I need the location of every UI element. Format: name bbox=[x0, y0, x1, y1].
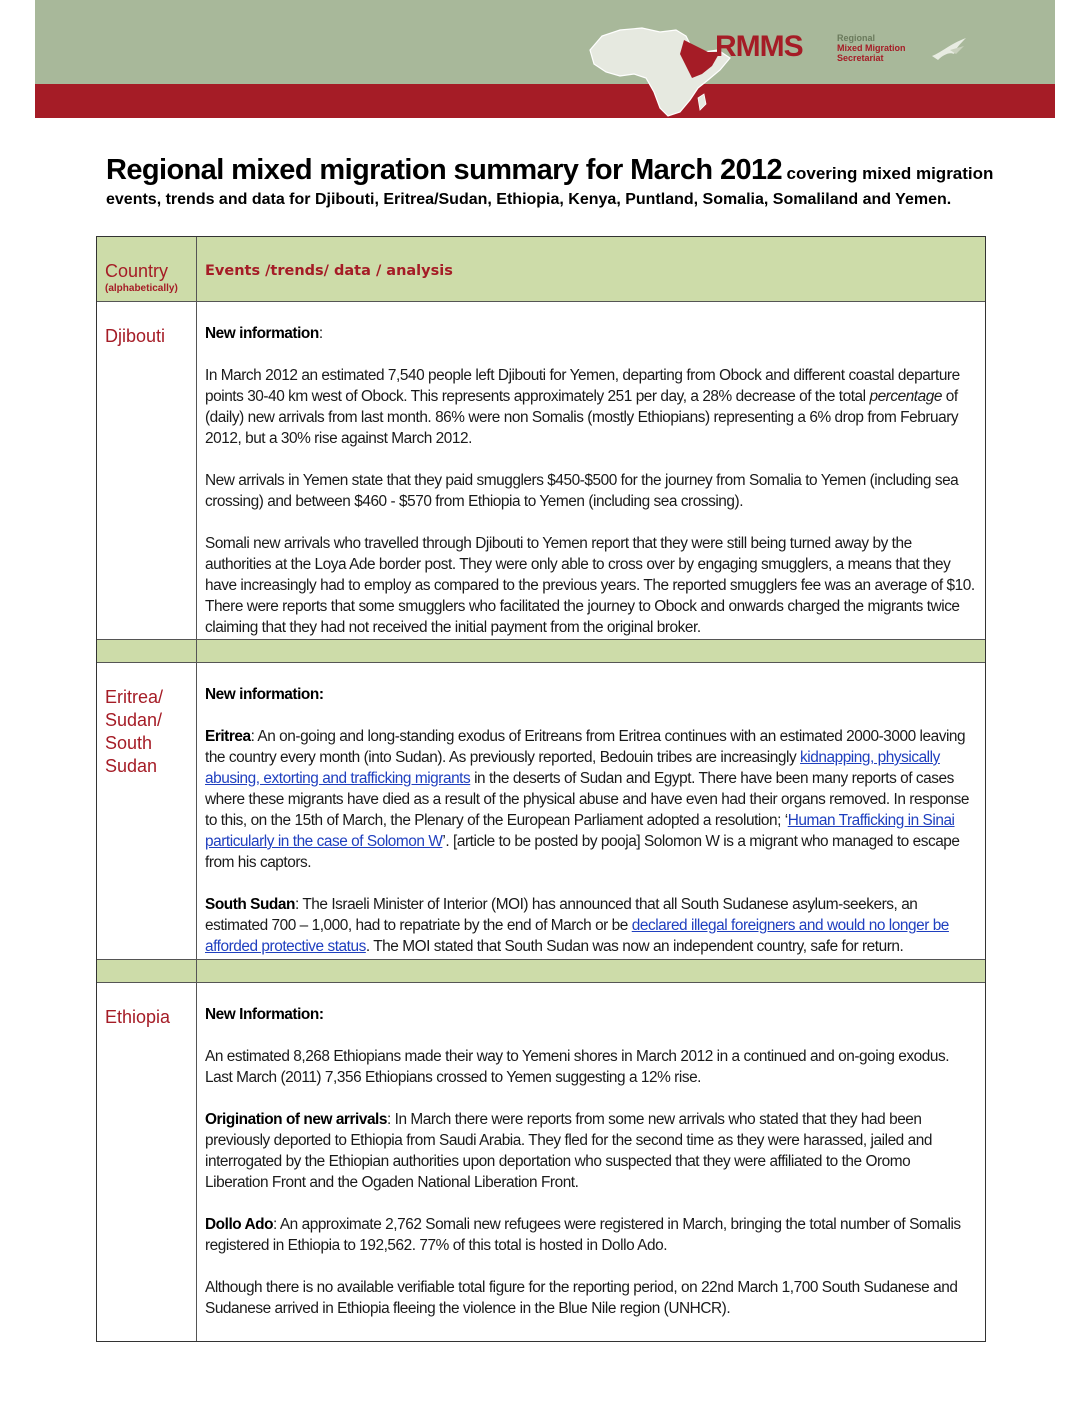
new-info-label: New Information: bbox=[205, 1006, 324, 1023]
banner-bottom-band bbox=[35, 84, 1055, 118]
link-declared-illegal-foreigners[interactable]: declared illegal foreigners and would no longer be afforded protective status bbox=[205, 917, 949, 955]
country-cell bbox=[97, 983, 197, 1341]
title-inline: covering mixed migration bbox=[786, 164, 994, 183]
header-events-cell bbox=[197, 237, 985, 301]
country-line: Eritrea/ bbox=[105, 687, 164, 707]
djibouti-paragraph-3: Somali new arrivals who travelled through Djibouti to Yemen report that they were still being turned away by the authorities at the Loya Ade border post. They were only able to cross over by engaging smugglers, a means that they have increasingly had to employ as compared to the previous years. The reported smugglers fee was an average of $10. There were reports that some smugglers who facilitated the journey to Obock and onwards charged the migrants twice claiming that they had not received the initial payment from the original broker. bbox=[205, 535, 975, 636]
title-main: Regional mixed migration summary for March 2012 bbox=[106, 154, 783, 186]
eritrea-text-b: in the deserts of Sudan and Egypt. There have been many reports of cases where these migrants have died as a result of the physical abuse and have even had their organs removed. In response to this, on the 15th of March, the Plenary of the European Parliament adopted a resolution; ‘ bbox=[205, 770, 970, 829]
table-spacer-row bbox=[97, 960, 985, 983]
link-human-trafficking-sinai[interactable]: Human Trafficking in Sinai particularly in the case of Solomon W bbox=[205, 812, 955, 850]
country-line: Sudan bbox=[105, 756, 158, 776]
spacer-cell bbox=[97, 960, 197, 982]
title-line-1 bbox=[106, 154, 1006, 187]
table-row-eritrea-sudan bbox=[97, 663, 985, 960]
logo-line-secretariat: Secretariat bbox=[837, 53, 884, 63]
country-eritrea-sudan bbox=[105, 663, 188, 778]
ethiopia-paragraph-1: An estimated 8,268 Ethiopians made their way to Yemeni shores in March 2012 in a continued and on-going exodus. Last March (2011) 7,356 Ethiopians crossed to Yemen suggesting a 12% rise. bbox=[205, 1048, 950, 1086]
new-info-label: New information bbox=[205, 325, 319, 342]
new-info-heading bbox=[205, 684, 977, 705]
header-country-cell bbox=[97, 237, 197, 301]
title-line-2: events, trends and data for Djibouti, Eritrea/Sudan, Ethiopia, Kenya, Puntland, Somalia, Somaliland and Yemen. bbox=[106, 191, 952, 208]
country-djibouti: Djibouti bbox=[105, 326, 166, 346]
table-row-djibouti bbox=[97, 302, 985, 640]
eritrea-text-a: : An on-going and long-standing exodus of Eritreans from Eritrea continues with an estimated 2000-3000 leaving the country every month (into Sudan). As previously reported, Bedouin tribes are increasingly bbox=[205, 728, 966, 766]
ethiopia-paragraph-2 bbox=[205, 1109, 977, 1193]
new-info-colon: : bbox=[318, 325, 323, 342]
country-cell bbox=[97, 302, 197, 639]
events-cell-ethiopia bbox=[197, 983, 985, 1341]
djibouti-p1-text: In March 2012 an estimated 7,540 people left Djibouti for Yemen, departing from Obock and different coastal departure points 30-40 km west of Obock. This represents approximately 251 per day, a 28% decrease of the total bbox=[205, 367, 960, 405]
new-info-label: New information: bbox=[205, 686, 324, 703]
country-cell bbox=[97, 663, 197, 959]
table-row-ethiopia bbox=[97, 983, 985, 1341]
djibouti-p1-end: of (daily) new arrivals from last month. 86% were non Somalis (mostly Ethiopians) representing a 6% drop from February 2012, but a 30% rise against March 2012. bbox=[205, 388, 959, 447]
events-cell-eritrea bbox=[197, 663, 985, 959]
dollo-ado-text: : An approximate 2,762 Somali new refugees were registered in March, bringing the total number of Somalis registered in Ethiopia to 192,562. 77% of this total is hosted in Dollo Ado. bbox=[205, 1216, 961, 1254]
spacer-cell bbox=[197, 640, 985, 662]
south-sudan-text-b: . The MOI stated that South Sudan was now an independent country, safe for return. bbox=[365, 938, 904, 955]
south-sudan-text-a: : The Israeli Minister of Interior (MOI) has announced that all South Sudanese asylum-seekers, an estimated 700 – 1,000, had to repatriate by the end of March or be bbox=[205, 896, 918, 934]
new-info-heading bbox=[205, 323, 977, 344]
logo-rmms: RMMS bbox=[715, 30, 803, 63]
logo-subtitle bbox=[837, 33, 906, 63]
country-ethiopia: Ethiopia bbox=[105, 1007, 171, 1027]
djibouti-paragraph-1 bbox=[205, 365, 977, 449]
table-header-row bbox=[97, 237, 985, 302]
origination-text: : In March there were reports from some new arrivals who stated that they had been previously deported to Ethiopia from Saudi Arabia. They fled for the second time as they were harassed, jailed and interrogated by the Ethiopian authorities upon deportation who suspected that they were affiliated to the Oromo Liberation Front and the Ogaden National Liberation Front. bbox=[205, 1111, 932, 1191]
logo-line-mixed: Mixed Migration bbox=[837, 43, 906, 53]
djibouti-paragraph-2: New arrivals in Yemen state that they paid smugglers $450-$500 for the journey from Somalia to Yemen (including sea crossing) and between $460 - $570 from Ethiopia to Yemen (including sea crossing). bbox=[205, 472, 959, 510]
table-spacer-row bbox=[97, 640, 985, 663]
header-banner bbox=[35, 0, 1055, 118]
summary-table bbox=[96, 236, 986, 1342]
dollo-ado-label: Dollo Ado bbox=[205, 1216, 274, 1233]
link-kidnapping-trafficking[interactable]: kidnapping, physically abusing, extorting and trafficking migrants bbox=[205, 749, 940, 787]
ethiopia-paragraph-3 bbox=[205, 1214, 977, 1256]
new-info-heading bbox=[205, 1004, 977, 1025]
ethiopia-paragraph-4: Although there is no available verifiable total figure for the reporting period, on 22nd March 1,700 South Sudanese and Sudanese arrived in Ethiopia fleeing the violence in the Blue Nile region (UNHCR). bbox=[205, 1279, 958, 1317]
header-country: Country bbox=[105, 261, 169, 281]
events-cell-djibouti bbox=[197, 302, 985, 639]
south-sudan-label: South Sudan bbox=[205, 896, 295, 913]
logo-line-regional: Regional bbox=[837, 33, 876, 43]
eritrea-label: Eritrea bbox=[205, 728, 251, 745]
origination-label: Origination of new arrivals bbox=[205, 1111, 387, 1128]
header-events: Events /trends/ data / analysis bbox=[205, 263, 453, 279]
eritrea-paragraph bbox=[205, 726, 977, 873]
spacer-cell bbox=[197, 960, 985, 982]
country-line: Sudan/ bbox=[105, 710, 163, 730]
south-sudan-paragraph bbox=[205, 894, 977, 957]
spacer-cell bbox=[97, 640, 197, 662]
bird-logo-icon bbox=[930, 34, 972, 64]
document-title bbox=[106, 154, 1006, 209]
eritrea-text-c: ’. [article to be posted by pooja] Solomon W is a migrant who managed to escape from his captors. bbox=[205, 833, 960, 871]
djibouti-p1-italic: percentage bbox=[869, 388, 942, 405]
country-line: South bbox=[105, 733, 153, 753]
header-country-sub: (alphabetically) bbox=[105, 283, 178, 294]
